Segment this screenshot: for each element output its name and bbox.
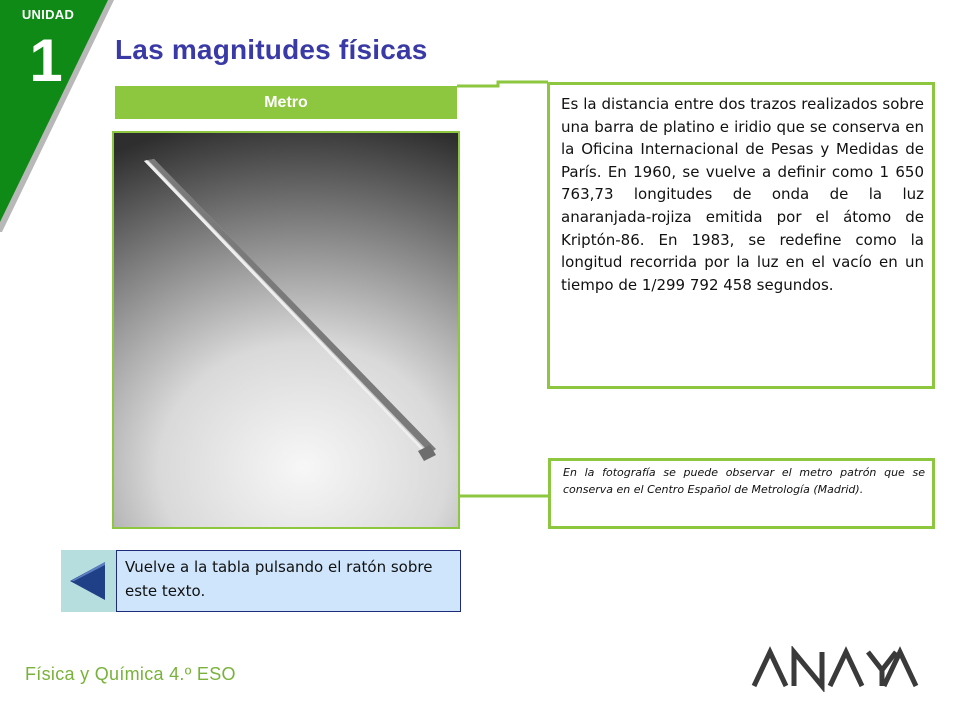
back-to-table-text: Vuelve a la tabla pulsando el ratón sobre este texto. (125, 558, 433, 600)
back-to-table-link[interactable] (116, 550, 461, 612)
page-title: Las magnitudes físicas (115, 34, 428, 65)
definition-box (547, 82, 935, 389)
triangle-left-icon (61, 550, 116, 612)
definition-text: Es la distancia entre dos trazos realizados sobre una barra de platino e iridio que se conserva en la Oficina Internacional de Pesas y Medidas de París. En 1960, se vuelve a definir como 1 650 763,73 longitudes de onda de la luz anaranjada-rojiza emitida por el átomo de Kriptón-86. En 1983, se redefine como la longitud recorrida por la luz en el vacío en un tiempo de 1/299 792 458 segundos. (561, 95, 924, 294)
photo-caption: En la fotografía se puede observar el metro patrón que se conserva en el Centro Español de Metrología (Madrid). (563, 466, 925, 496)
photo-caption-box (548, 458, 935, 529)
section-label: Metro (115, 86, 457, 119)
metre-bar-image (114, 133, 458, 527)
unit-number: 1 (29, 27, 63, 94)
back-button[interactable] (61, 550, 116, 612)
metre-bar-photo (112, 131, 460, 529)
anaya-logo (750, 646, 920, 692)
footer-subject: Física y Química 4.º ESO (25, 664, 236, 684)
unit-label: UNIDAD (21, 7, 75, 22)
